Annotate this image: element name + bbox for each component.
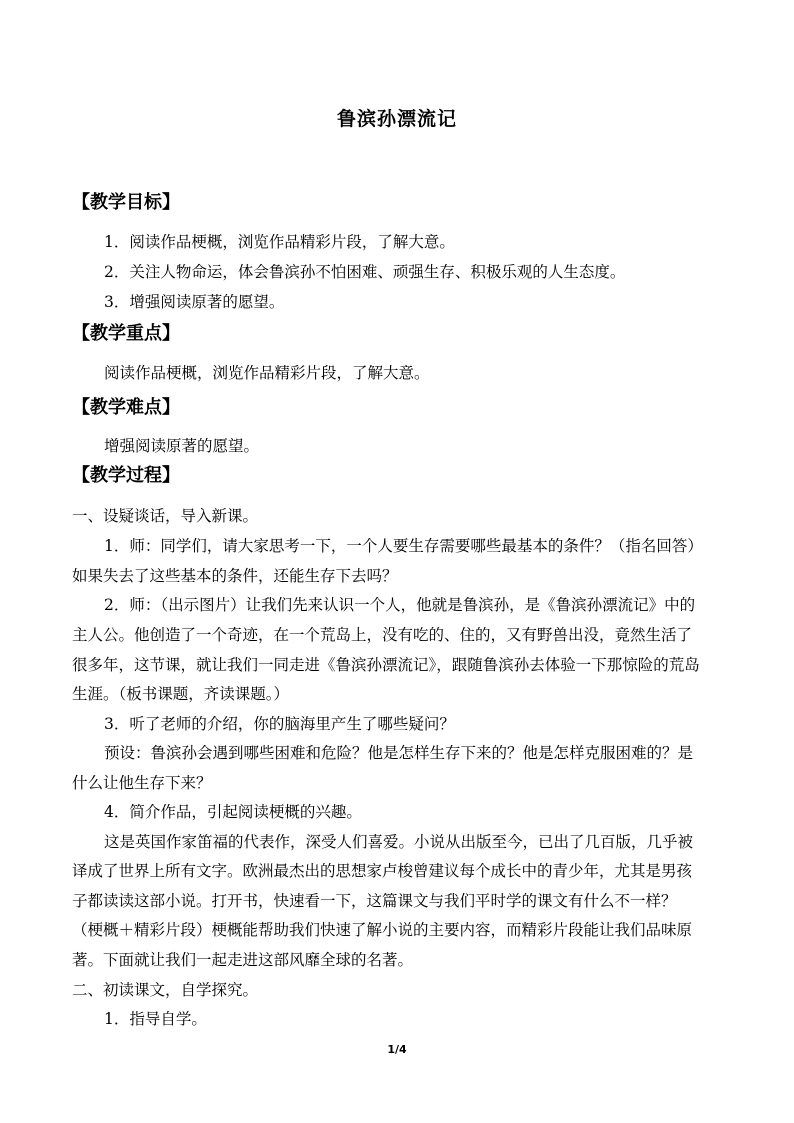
process-line: 子都读读这部小说。打开书，快速看一下，这篇课文与我们平时学的课文有什么不一样？ [72,892,677,910]
process-line: 2．师：（出示图片）让我们先来认识一个人，他就是鲁滨孙，是《鲁滨孙漂流记》中的 [104,596,696,614]
difficulties-text: 增强阅读原著的愿望。 [104,437,260,455]
heading-teaching-process: 【教学过程】 [72,465,180,486]
process-line: 1．师：同学们，请大家思考一下，一个人要生存需要哪些最基本的条件？（指名回答） [104,537,703,555]
process-line: 这是英国作家笛福的代表作，深受人们喜爱。小说从出版至今，已出了几百版，几乎被 [104,833,694,851]
process-line: 什么让他生存下来？ [72,774,212,792]
process-line: 如果失去了这些基本的条件，还能生存下去吗？ [72,567,398,585]
goal-item: 1．阅读作品梗概，浏览作品精彩片段，了解大意。 [104,233,455,251]
process-line: 1．指导自学。 [104,1010,207,1028]
process-line: 预设：鲁滨孙会遇到哪些困难和危险？他是怎样生存下来的？他是怎样克服困难的？是 [104,744,694,762]
process-line: 4．简介作品，引起阅读梗概的兴趣。 [104,803,362,821]
process-line: 著。下面就让我们一起走进这部风靡全球的名著。 [72,951,414,969]
goal-item: 3．增强阅读原著的愿望。 [104,293,285,311]
page-number: 1/4 [387,1043,407,1056]
process-line: 二、初读课文，自学探究。 [72,981,259,999]
process-line: （梗概＋精彩片段）梗概能帮助我们快速了解小说的主要内容，而精彩片段能让我们品味原 [72,921,693,939]
process-line: 生涯。（板书课题，齐读课题。） [72,685,290,703]
process-line: 译成了世界上所有文字。欧洲最杰出的思想家卢梭曾建议每个成长中的青少年，尤其是男孩 [72,862,693,880]
process-line: 一、设疑谈话，导入新课。 [72,507,259,525]
document-title: 鲁滨孙漂流记 [336,108,457,130]
process-line: 很多年，这节课，就让我们一同走进《鲁滨孙漂流记》，跟随鲁滨孙去体验一下那惊险的荒岛 [72,656,700,674]
goal-item: 2．关注人物命运，体会鲁滨孙不怕困难、顽强生存、积极乐观的人生态度。 [104,263,626,281]
key-points-text: 阅读作品梗概，浏览作品精彩片段，了解大意。 [104,364,430,382]
process-line: 3．听了老师的介绍，你的脑海里产生了哪些疑问？ [104,715,455,733]
heading-teaching-goals: 【教学目标】 [72,192,180,213]
heading-difficulties: 【教学难点】 [72,397,180,418]
heading-key-points: 【教学重点】 [72,323,180,344]
process-line: 主人公。他创造了一个奇迹，在一个荒岛上，没有吃的、住的，又有野兽出没，竟然生活了 [72,626,693,644]
